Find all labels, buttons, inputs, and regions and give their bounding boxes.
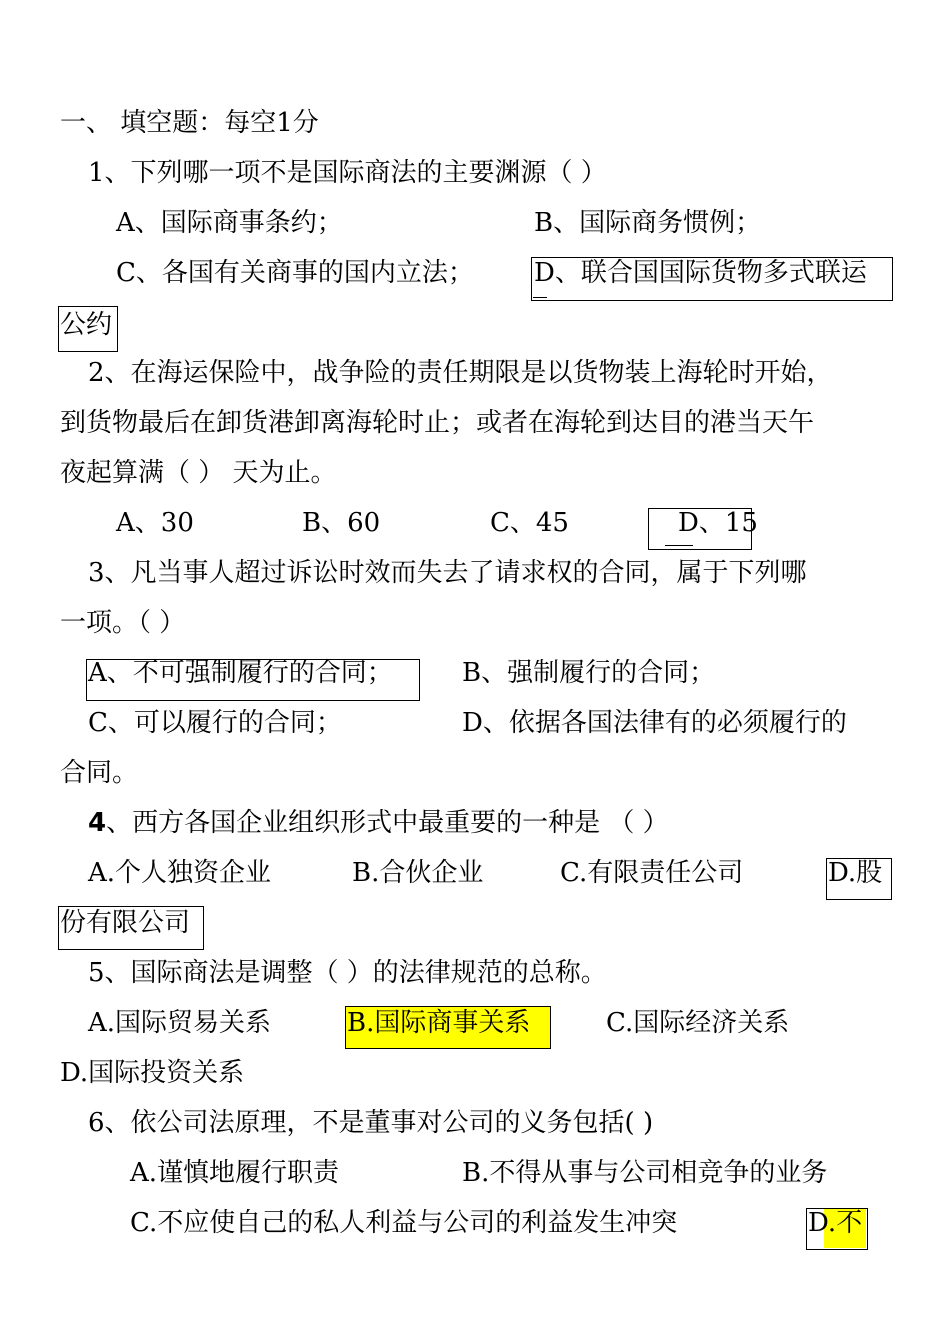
question-5-stem: 5、国际商法是调整（ ）的法律规范的总称。 bbox=[88, 958, 607, 988]
question-1-option-b: B、国际商务惯例； bbox=[534, 208, 762, 238]
question-5-option-b: B.国际商事关系 bbox=[347, 1008, 531, 1038]
question-3-option-a: A、不可强制履行的合同； bbox=[88, 658, 393, 688]
question-4-option-d: D.股 bbox=[828, 858, 883, 888]
question-1-underline-mark bbox=[533, 297, 547, 298]
question-5-option-a: A.国际贸易关系 bbox=[88, 1008, 272, 1038]
question-1-stem: 1、下列哪一项不是国际商法的主要渊源（ ） bbox=[88, 158, 607, 188]
question-1-option-c: C、各国有关商事的国内立法； bbox=[116, 258, 474, 288]
question-4-stem bbox=[88, 806, 669, 840]
question-2-option-a: A、30 bbox=[116, 508, 194, 538]
question-6-option-b: B.不得从事与公司相竞争的业务 bbox=[462, 1158, 828, 1188]
question-4-option-b: B.合伙企业 bbox=[352, 858, 484, 888]
question-2-stem-line2: 到货物最后在卸货港卸离海轮时止；或者在海轮到达目的港当天午 bbox=[60, 408, 815, 438]
question-5-option-d: D.国际投资关系 bbox=[60, 1058, 245, 1088]
question-4-option-d-cont: 份有限公司 bbox=[60, 908, 191, 938]
question-1-option-d: D、联合国国际货物多式联运 bbox=[534, 258, 867, 288]
section-title: 一、 填空题：每空1分 bbox=[60, 108, 319, 138]
question-6-option-d-letter: D. bbox=[808, 1208, 837, 1238]
question-3-option-c: C、可以履行的合同； bbox=[88, 708, 342, 738]
question-2-option-b: B、60 bbox=[302, 508, 381, 538]
question-4-option-c: C.有限责任公司 bbox=[560, 858, 744, 888]
question-2-stem-line3: 夜起算满（ ） 天为止。 bbox=[60, 458, 337, 488]
question-2-option-c: C、45 bbox=[490, 508, 569, 538]
question-1-option-a: A、国际商事条约； bbox=[116, 208, 343, 238]
question-6-option-c: C.不应使自己的私人利益与公司的利益发生冲突 bbox=[130, 1208, 678, 1238]
question-1-option-d-cont: 公约 bbox=[60, 310, 113, 340]
question-6-option-d bbox=[808, 1206, 862, 1240]
question-4-number: 4 bbox=[88, 808, 107, 838]
question-3-stem-line1: 3、凡当事人超过诉讼时效而失去了请求权的合同，属于下列哪 bbox=[88, 558, 807, 588]
question-2-underline-mark bbox=[665, 545, 693, 546]
question-4-option-a: A.个人独资企业 bbox=[88, 858, 272, 888]
question-4-stem-text: 、西方各国企业组织形式中最重要的一种是 （ ） bbox=[106, 808, 669, 838]
question-3-option-b: B、强制履行的合同； bbox=[462, 658, 716, 688]
question-3-stem-line2: 一项。（ ） bbox=[60, 608, 186, 638]
question-6-option-a: A.谨慎地履行职责 bbox=[130, 1158, 340, 1188]
question-3-option-d: D、依据各国法律有的必须履行的 bbox=[462, 708, 847, 738]
question-2-option-d: D、15 bbox=[678, 508, 758, 538]
question-3-option-d-cont: 合同。 bbox=[60, 758, 139, 788]
question-2-stem-line1: 2、在海运保险中，战争险的责任期限是以货物装上海轮时开始， bbox=[88, 358, 833, 388]
question-6-stem: 6、依公司法原理，不是董事对公司的义务包括( ) bbox=[88, 1108, 654, 1138]
question-5-option-c: C.国际经济关系 bbox=[606, 1008, 790, 1038]
question-6-option-d-text: 不 bbox=[836, 1208, 863, 1238]
